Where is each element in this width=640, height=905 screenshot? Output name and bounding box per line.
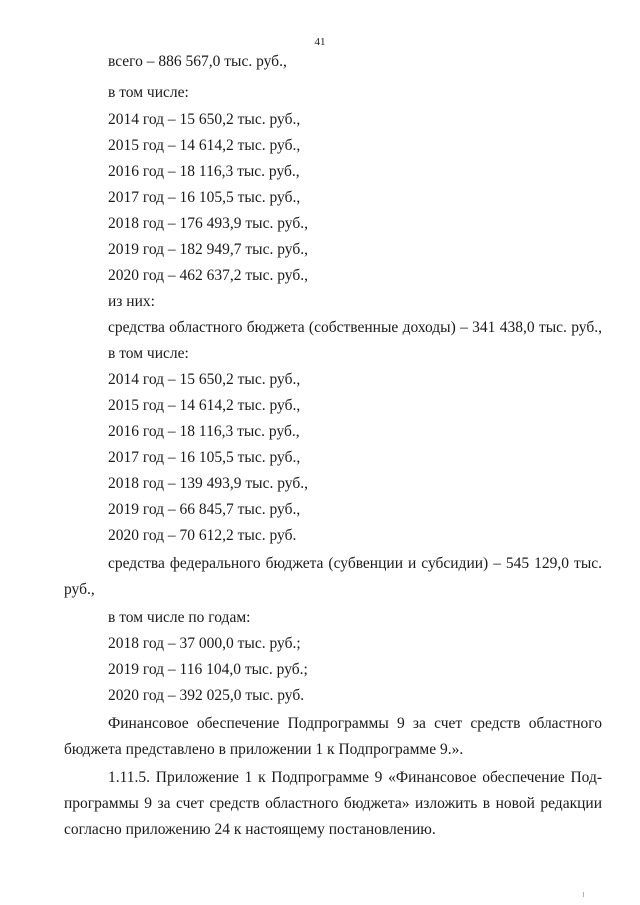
regional-year-2018: 2018 год – 139 493,9 тыс. руб., xyxy=(108,475,308,492)
regional-year-2016: 2016 год – 18 116,3 тыс. руб., xyxy=(108,423,300,440)
item-1115-line-2: программы 9 за счет средств областного бюджета» изложить в новой редакции xyxy=(64,795,602,812)
regional-year-2019: 2019 год – 66 845,7 тыс. руб., xyxy=(108,501,301,518)
federal-year-2020: 2020 год – 392 025,0 тыс. руб. xyxy=(108,687,305,704)
budget-total: всего – 886 567,0 тыс. руб., xyxy=(108,53,287,70)
federal-budget-line-2: руб., xyxy=(64,581,95,598)
federal-budget-line-1: средства федерального бюджета (субвенции и субсидии) – 545 129,0 тыс. xyxy=(108,555,602,572)
regional-year-2014: 2014 год – 15 650,2 тыс. руб., xyxy=(108,371,301,388)
page-number: 41 xyxy=(314,36,326,48)
total-year-2018: 2018 год – 176 493,9 тыс. руб., xyxy=(108,215,308,232)
including-label-2: в том числе: xyxy=(108,345,189,362)
total-year-2019: 2019 год – 182 949,7 тыс. руб., xyxy=(108,241,308,258)
of-them-label: из них: xyxy=(108,293,155,310)
margin-mark xyxy=(583,892,584,897)
regional-year-2017: 2017 год – 16 105,5 тыс. руб., xyxy=(108,449,301,466)
regional-year-2015: 2015 год – 14 614,2 тыс. руб., xyxy=(108,397,301,414)
federal-year-2018: 2018 год – 37 000,0 тыс. руб.; xyxy=(108,635,301,652)
regional-budget-line: средства областного бюджета (собственные доходы) – 341 438,0 тыс. руб., xyxy=(108,319,602,336)
regional-year-2020: 2020 год – 70 612,2 тыс. руб. xyxy=(108,527,297,544)
federal-year-2019: 2019 год – 116 104,0 тыс. руб.; xyxy=(108,661,308,678)
total-year-2020: 2020 год – 462 637,2 тыс. руб., xyxy=(108,267,308,284)
including-label-1: в том числе: xyxy=(108,84,189,101)
including-by-years-label: в том числе по годам: xyxy=(108,609,251,626)
total-year-2017: 2017 год – 16 105,5 тыс. руб., xyxy=(108,189,301,206)
total-year-2015: 2015 год – 14 614,2 тыс. руб., xyxy=(108,137,301,154)
total-year-2016: 2016 год – 18 116,3 тыс. руб., xyxy=(108,163,300,180)
item-1115-line-1: 1.11.5. Приложение 1 к Подпрограмме 9 «Финансовое обеспечение Под- xyxy=(108,769,602,786)
financing-paragraph-line-2: бюджета представлено в приложении 1 к Подпрограмме 9.». xyxy=(64,741,464,758)
financing-paragraph-line-1: Финансовое обеспечение Подпрограммы 9 за счет средств областного xyxy=(108,715,602,732)
item-1115-line-3: согласно приложению 24 к настоящему постановлению. xyxy=(64,821,436,838)
total-year-2014: 2014 год – 15 650,2 тыс. руб., xyxy=(108,111,301,128)
